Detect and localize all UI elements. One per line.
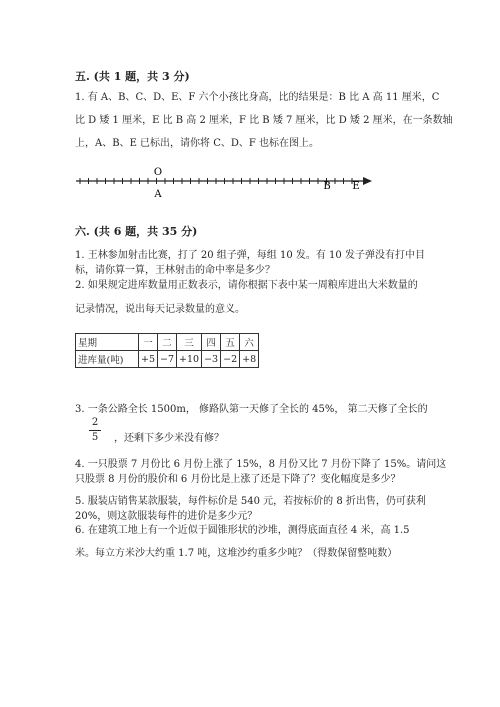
table-cell: −3 bbox=[202, 351, 221, 368]
question-6-2-line-1: 2. 如果规定进库数量用正数表示，请你根据下表中某一周粮库进出大米数量的 bbox=[75, 280, 418, 291]
table-cell: 一 bbox=[139, 334, 158, 351]
question-6-1-line-1: 1. 王林参加射击比赛，打了 20 组子弹，每组 10 发。有 10 发子弹没有打中目 bbox=[75, 250, 425, 261]
table-cell: 进库量(吨) bbox=[76, 351, 139, 368]
question-6-5-line-2: 20%，则这款服装每件的进价是多少元？ bbox=[75, 511, 258, 522]
number-line bbox=[0, 165, 500, 205]
question-6-4-line-2: 只股票 8 月份的股价和 6 月份比是上涨了还是下降了？变化幅度是多少？ bbox=[75, 474, 401, 485]
table-cell: −2 bbox=[221, 351, 240, 368]
table-cell: +5 bbox=[139, 351, 158, 368]
question-6-5-line-1: 5. 服装店销售某款服装，每件标价是 540 元，若按标价的 8 折出售，仍可获利 bbox=[75, 496, 426, 507]
question-6-1-line-2: 标，请你算一算，王林射击的命中率是多少？ bbox=[75, 265, 275, 276]
question-5-1-line-3: 上，A、B、E 已标出，请你将 C、D、F 也标在图上。 bbox=[75, 138, 320, 149]
question-6-4-line-1: 4. 一只股票 7 月份比 6 月份上涨了 15%，8 月份又比 7 月份下降了 15%。请问这 bbox=[75, 459, 447, 470]
question-6-6-line-1: 6. 在建筑工地上有一个近似于圆锥形状的沙堆，测得底面直径 4 米，高 1.5 bbox=[75, 525, 410, 536]
question-5-1-line-2: 比 D 矮 1 厘米，E 比 B 高 2 厘米，F 比 B 矮 7 厘米，比 D 矮 2 厘米，在一条数轴 bbox=[75, 115, 453, 126]
table-cell: 五 bbox=[221, 334, 240, 351]
table-cell: +10 bbox=[177, 351, 202, 368]
point-label-b: B bbox=[323, 181, 331, 192]
table-cell: 二 bbox=[158, 334, 177, 351]
point-label-e: E bbox=[352, 181, 360, 192]
table-cell: 三 bbox=[177, 334, 202, 351]
question-6-3-line-2: ，还剩下多少米没有修？ bbox=[114, 433, 224, 444]
question-6-2-line-2: 记录情况，说出每天记录数量的意义。 bbox=[75, 304, 245, 315]
table-cell: 星期 bbox=[76, 334, 139, 351]
storage-record-table bbox=[75, 333, 259, 368]
table-cell: 六 bbox=[240, 334, 259, 351]
fraction-two-fifths bbox=[89, 417, 101, 444]
table-cell: +8 bbox=[240, 351, 259, 368]
fraction-denominator: 5 bbox=[91, 432, 99, 443]
section6-header: 六. (共 6 题，共 35 分) bbox=[75, 225, 198, 238]
question-6-3-line-1: 3. 一条公路全长 1500m， 修路队第一天修了全长的 45%， 第二天修了全长的 bbox=[75, 404, 428, 415]
table-row-amount bbox=[76, 351, 259, 368]
fraction-bar bbox=[89, 430, 101, 431]
question-5-1-line-1: 1. 有 A、B、C、D、E、F 六个小孩比身高，比的结果是：B 比 A 高 11 厘米，C bbox=[75, 92, 440, 103]
section5-header: 五. (共 1 题，共 3 分) bbox=[75, 70, 190, 83]
table-cell: 四 bbox=[202, 334, 221, 351]
point-label-a: A bbox=[154, 189, 162, 200]
fraction-numerator: 2 bbox=[91, 417, 99, 428]
table-cell: −7 bbox=[158, 351, 177, 368]
table-row-weekday bbox=[76, 334, 259, 351]
origin-label: O bbox=[153, 167, 163, 178]
number-line-arrow-icon bbox=[363, 177, 372, 185]
question-6-6-line-2: 米。每立方米沙大约重 1.7 吨，这堆沙约重多少吨？（得数保留整吨数） bbox=[75, 548, 398, 559]
